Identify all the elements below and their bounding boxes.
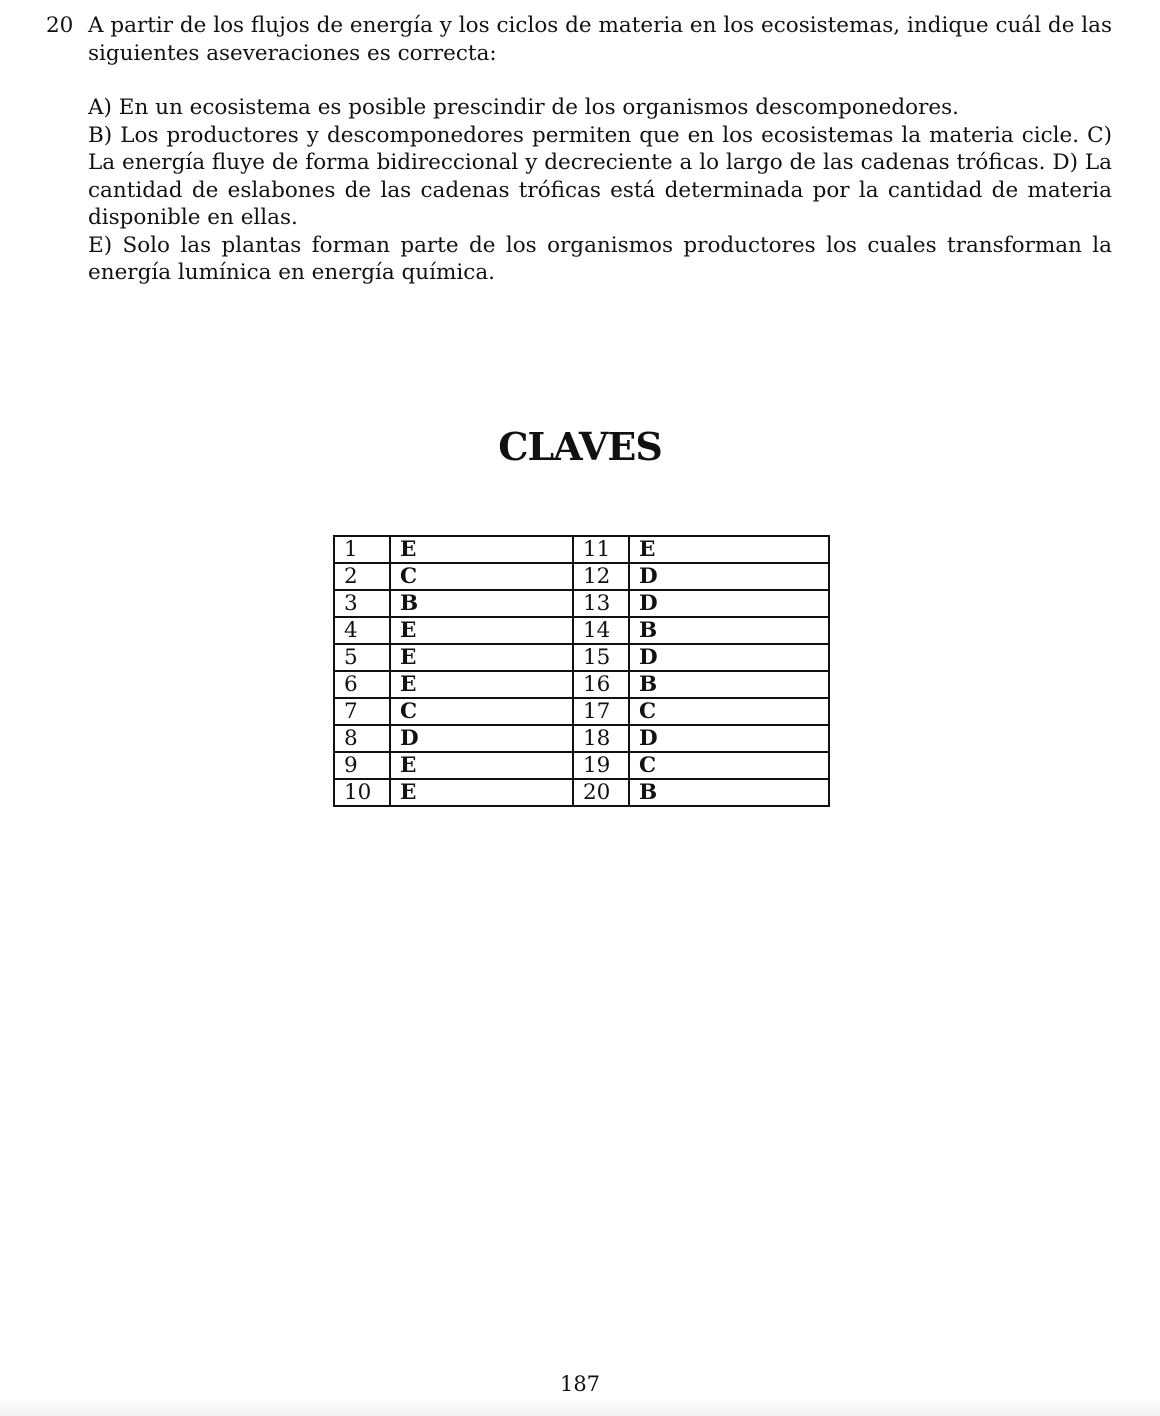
answer-cell: B xyxy=(629,671,829,698)
answer-cell: D xyxy=(629,590,829,617)
answer-key-body xyxy=(334,536,829,806)
answer-cell: E xyxy=(390,536,573,563)
table-row xyxy=(334,725,829,752)
question-number-cell: 7 xyxy=(334,698,390,725)
answer-cell: E xyxy=(390,671,573,698)
question-number-cell: 6 xyxy=(334,671,390,698)
table-row xyxy=(334,590,829,617)
question-number-cell: 10 xyxy=(334,779,390,806)
answer-cell: E xyxy=(390,617,573,644)
question-number-cell: 3 xyxy=(334,590,390,617)
answer-cell: C xyxy=(629,752,829,779)
page-number: 187 xyxy=(559,1372,601,1396)
answer-cell: E xyxy=(390,752,573,779)
question-number-cell: 14 xyxy=(573,617,629,644)
answer-cell: B xyxy=(629,617,829,644)
table-row xyxy=(334,644,829,671)
answer-cell: D xyxy=(629,725,829,752)
answer-cell: B xyxy=(390,590,573,617)
table-row xyxy=(334,671,829,698)
answer-key-title: CLAVES xyxy=(498,424,662,469)
question-number-cell: 19 xyxy=(573,752,629,779)
question-number-cell: 12 xyxy=(573,563,629,590)
answer-cell: E xyxy=(629,536,829,563)
option-a: A) En un ecosistema es posible prescindir de los organismos descomponedores. xyxy=(88,95,959,120)
question-block xyxy=(46,12,1112,287)
question-number-cell: 16 xyxy=(573,671,629,698)
page-bottom-edge xyxy=(0,1398,1160,1416)
question-number-cell: 13 xyxy=(573,590,629,617)
table-row xyxy=(334,752,829,779)
question-number-cell: 2 xyxy=(334,563,390,590)
answer-cell: E xyxy=(390,644,573,671)
table-row xyxy=(334,536,829,563)
question-number-cell: 8 xyxy=(334,725,390,752)
answer-options xyxy=(88,94,1112,287)
question-number-cell: 18 xyxy=(573,725,629,752)
question-number-cell: 5 xyxy=(334,644,390,671)
question-number-cell: 9 xyxy=(334,752,390,779)
option-e: E) Solo las plantas forman parte de los organismos productores los cuales transforman la energía lumínica en energía química. xyxy=(88,232,1112,285)
table-row xyxy=(334,617,829,644)
question-number-cell: 1 xyxy=(334,536,390,563)
question-number-cell: 4 xyxy=(334,617,390,644)
table-row xyxy=(334,698,829,725)
answer-cell: C xyxy=(390,563,573,590)
table-row xyxy=(334,563,829,590)
answer-cell: D xyxy=(390,725,573,752)
answer-cell: B xyxy=(629,779,829,806)
question-number-cell: 20 xyxy=(573,779,629,806)
answer-cell: C xyxy=(390,698,573,725)
question-number-cell: 11 xyxy=(573,536,629,563)
option-d: D) La cantidad de eslabones de las cadenas tróficas está determinada por la cantidad de materia disponible en ellas. xyxy=(88,150,1112,230)
question-stem: A partir de los flujos de energía y los ciclos de materia en los ecosistemas, indique cuál de las siguientes aseveraciones es correcta: xyxy=(88,13,1112,66)
answer-cell: C xyxy=(629,698,829,725)
option-c: C) La energía fluye de forma bidireccional y decreciente a lo largo de las cadenas tróficas. xyxy=(88,122,1112,175)
answer-key-table xyxy=(333,535,830,807)
option-b: B) Los productores y descomponedores permiten que en los ecosistemas la materia cicle. xyxy=(88,122,1080,148)
question-body xyxy=(88,12,1112,287)
answer-cell: D xyxy=(629,644,829,671)
question-number: 20 xyxy=(46,13,74,38)
table-row xyxy=(334,779,829,806)
answer-cell: E xyxy=(390,779,573,806)
answer-cell: D xyxy=(629,563,829,590)
question-number-cell: 17 xyxy=(573,698,629,725)
question-number-cell: 15 xyxy=(573,644,629,671)
